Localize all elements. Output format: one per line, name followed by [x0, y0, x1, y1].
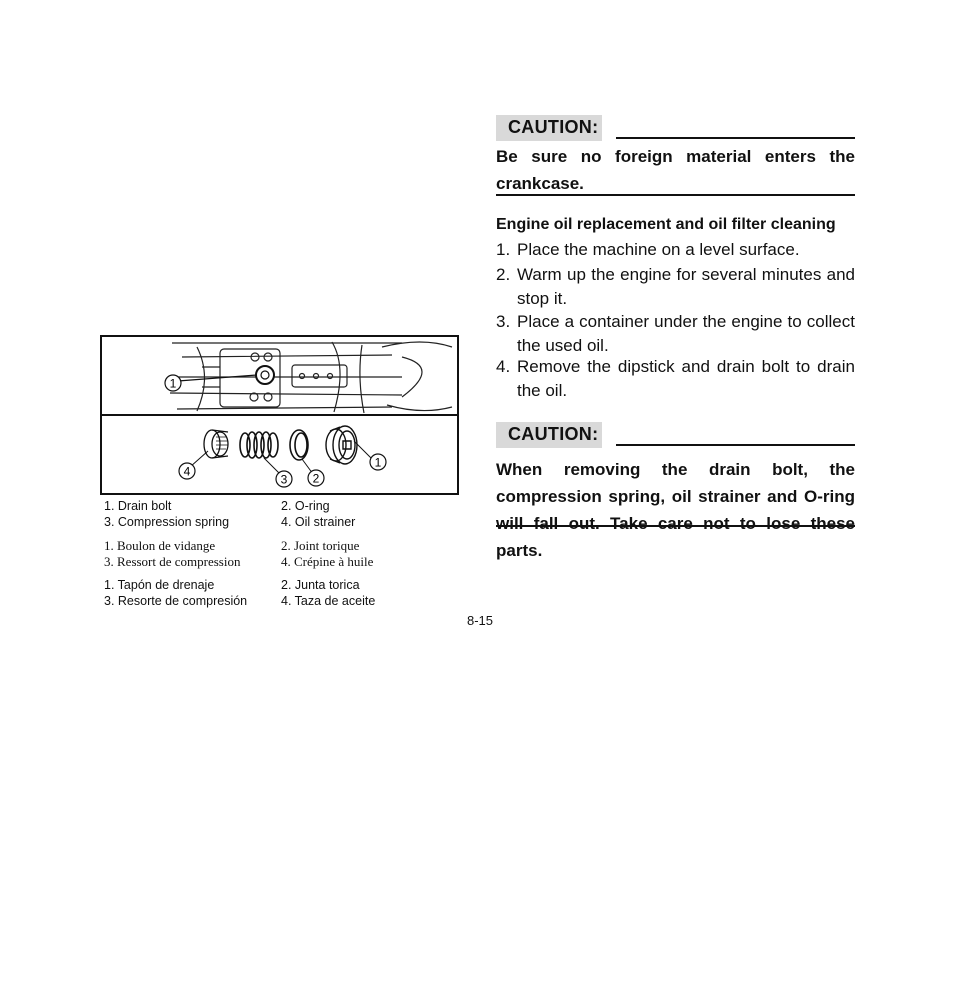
step-1 [496, 238, 855, 262]
caption-english [104, 498, 404, 532]
callout-3-label: 3 [280, 472, 288, 487]
step-1-number: 1. [496, 240, 511, 259]
caption-fr-2: 2. Joint torique [281, 538, 360, 553]
step-4 [496, 355, 855, 403]
figure-illustration [102, 337, 457, 493]
step-3-number: 3. [496, 312, 511, 331]
caption-es-1: 1. Tapón de drenaje [104, 578, 215, 592]
caution-badge-1 [496, 115, 602, 141]
caution-text-1: Be sure no foreign material enters the crankcase. [496, 147, 855, 193]
callout-1-top-label: 1 [169, 376, 177, 391]
caution-text-2: When removing the drain bolt, the compression spring, oil strainer and O-ring will fall out. Take care not to lose these parts. [496, 460, 855, 560]
callout-1-bottom-label: 1 [374, 455, 382, 470]
caution-badge-2 [496, 422, 602, 448]
caption-en-1: 1. Drain bolt [104, 499, 172, 513]
caution-header-2 [496, 422, 855, 452]
caption-es-2: 2. Junta torica [281, 578, 360, 592]
figure-drain-bolt-parts [100, 335, 459, 495]
callout-2-label: 2 [312, 471, 320, 486]
step-4-number: 4. [496, 357, 511, 376]
caption-es-3: 3. Resorte de compresión [104, 594, 248, 608]
caption-en-3: 3. Compression spring [104, 515, 230, 529]
step-4-text: Remove the dipstick and drain bolt to drain the oil. [517, 357, 855, 400]
step-3 [496, 310, 855, 358]
step-1-text: Place the machine on a level surface. [517, 240, 800, 259]
caption-fr-3: 3. Ressort de compression [104, 554, 241, 569]
step-2-number: 2. [496, 265, 511, 284]
caution-rule-1 [616, 137, 855, 139]
caption-fr-4: 4. Crépine à huile [281, 554, 374, 569]
caption-en-2: 2. O-ring [281, 499, 330, 513]
caution-end-rule-2 [496, 525, 855, 527]
caution-end-rule-1 [496, 194, 855, 196]
caution-header-1 [496, 115, 855, 145]
caption-es-4: 4. Taza de aceite [281, 594, 376, 608]
step-2 [496, 263, 855, 311]
caution-rule-2 [616, 444, 855, 446]
caption-en-4: 4. Oil strainer [281, 515, 356, 529]
section-heading: Engine oil replacement and oil filter cleaning [496, 216, 836, 233]
drain-bolt-illustration [326, 426, 357, 464]
caption-french [104, 538, 404, 572]
drain-bolt-location [256, 366, 274, 384]
page-number: 8-15 [466, 613, 494, 628]
caption-fr-1: 1. Boulon de vidange [104, 538, 216, 553]
o-ring-illustration [290, 430, 308, 460]
oil-strainer-illustration [204, 430, 228, 458]
step-2-text: Warm up the engine for several minutes and stop it. [517, 265, 855, 308]
callout-4-label: 4 [183, 464, 191, 479]
compression-spring-illustration [240, 432, 278, 458]
step-3-text: Place a container under the engine to collect the used oil. [517, 312, 855, 355]
caption-spanish [104, 577, 404, 611]
engine-underside-illustration [170, 342, 452, 413]
caution-label-2: CAUTION: [508, 424, 599, 444]
caution-label-1: CAUTION: [508, 117, 599, 137]
